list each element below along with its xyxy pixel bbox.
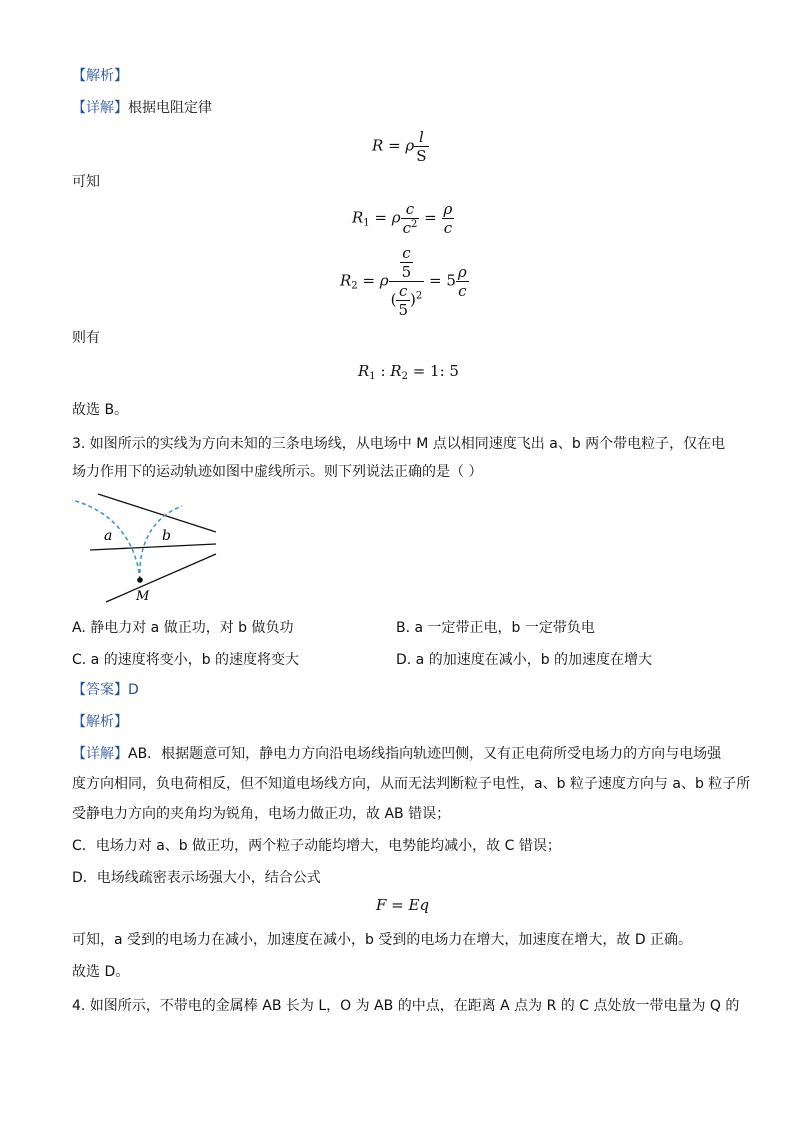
denominator — [401, 218, 420, 237]
detail-line-7: 可知，a 受到的电场力在减小，加速度在减小，b 受到的电场力在增大，加速度在增大，故 D 正确。 — [72, 932, 693, 948]
equals: = — [383, 136, 406, 155]
label-b: b — [162, 528, 171, 544]
option-a: A. 静电力对 a 做正功，对 b 做负功 — [72, 620, 294, 636]
detail-line-8: 故选 D。 — [72, 964, 130, 980]
paren-close: ) — [410, 290, 416, 309]
label-a: a — [104, 528, 113, 544]
inner-numerator: c — [399, 282, 408, 300]
inner-denominator: 5 — [398, 301, 409, 319]
numerator — [389, 244, 425, 281]
subscript: 2 — [401, 371, 408, 382]
detail-line-5: C．电场力对 a、b 做正功，两个粒子动能均增大，电势能均减小，故 C 错误； — [72, 838, 561, 854]
label-m: M — [136, 589, 150, 604]
option-b: B. a 一定带正电，b 一定带负电 — [396, 620, 595, 636]
fraction — [414, 128, 428, 165]
superscript: 2 — [411, 219, 418, 230]
numerator: c — [405, 200, 415, 218]
electric-field-figure — [70, 488, 230, 608]
detail-line-6: D．电场线疏密表示场强大小，结合公式 — [72, 870, 321, 886]
fraction — [401, 200, 420, 237]
subscript: 1 — [369, 371, 376, 382]
symbol-rho: ρ — [391, 208, 401, 227]
detail-text: AB．根据题意可知，静电力方向沿电场线指向轨迹凹侧，又有正电荷所受电场力的方向与电场强 — [128, 746, 722, 762]
section-header-analysis-2: 【解析】 — [72, 714, 128, 730]
symbol-r: R — [340, 271, 352, 290]
symbol-r: R — [372, 136, 384, 155]
numerator: ρ — [457, 263, 467, 281]
field-line-top — [98, 494, 216, 532]
denominator: c — [456, 281, 469, 300]
symbol-rho: ρ — [405, 136, 415, 155]
colon: : — [375, 362, 391, 380]
symbol-r: R — [358, 362, 370, 380]
formula-force: F = Eq — [376, 896, 430, 914]
numerator: ρ — [443, 200, 453, 218]
numerator: l — [418, 128, 424, 146]
denominator — [389, 281, 425, 319]
q3-line-1: 3. 如图所示的实线为方向未知的三条电场线，从电场中 M 点以相同速度飞出 a、b 两个带电粒子，仅在电 — [72, 436, 726, 452]
denominator-base: c — [402, 219, 412, 237]
symbol-r: R — [352, 208, 364, 227]
field-line-bottom — [106, 554, 216, 602]
inner-denominator: 5 — [401, 263, 412, 281]
detail-text: 根据电阻定律 — [128, 100, 212, 116]
denominator: c — [442, 218, 455, 237]
subscript: 1 — [363, 217, 370, 229]
text-zeyou: 则有 — [72, 330, 100, 346]
ratio-value: = 1: 5 — [407, 362, 459, 380]
formula-ratio — [358, 362, 459, 382]
inner-fraction — [400, 244, 414, 281]
symbol-r: R — [390, 362, 402, 380]
equals: = 5 — [424, 271, 456, 290]
formula-r1 — [352, 200, 454, 237]
section-header-analysis: 【解析】 — [72, 68, 128, 84]
fraction — [442, 200, 455, 237]
text-kezhi: 可知 — [72, 174, 100, 190]
formula-r2 — [340, 244, 469, 319]
detail-label: 【详解】 — [72, 100, 128, 116]
subscript: 2 — [351, 280, 358, 292]
symbol-rho: ρ — [379, 271, 389, 290]
inner-fraction — [396, 282, 410, 319]
fraction — [456, 263, 469, 300]
denominator: S — [416, 147, 427, 165]
paren-open: ( — [390, 290, 397, 309]
trajectory-b — [140, 506, 182, 580]
answer-line: 【答案】D — [72, 682, 139, 698]
equals: = — [419, 208, 442, 227]
field-line-middle — [90, 544, 216, 550]
inner-numerator: c — [402, 244, 411, 262]
detail-label: 【详解】 — [72, 746, 128, 762]
option-d: D. a 的加速度在减小，b 的加速度在增大 — [396, 652, 653, 668]
detail-line-3: 度方向相同，负电荷相反，但不知道电场线方向，从而无法判断粒子电性，a、b 粒子速度方向与 a、b 粒子所 — [72, 776, 751, 792]
q3-line-2: 场力作用下的运动轨迹如图中虚线所示。则下列说法正确的是（ ） — [72, 464, 483, 480]
superscript: 2 — [415, 290, 423, 302]
formula-resistance-law — [372, 128, 429, 165]
point-m — [137, 577, 143, 583]
text-answer-b: 故选 B。 — [72, 402, 129, 418]
detail-line-4: 受静电力方向的夹角均为锐角，电场力做正功，故 AB 错误； — [72, 806, 451, 822]
detail-line-2 — [72, 744, 721, 764]
compound-fraction — [389, 244, 425, 319]
q4-line-1: 4. 如图所示，不带电的金属棒 AB 长为 L，O 为 AB 的中点，在距离 A 点为 R 的 C 点处放一带电量为 Q 的 — [72, 998, 740, 1014]
option-c: C. a 的速度将变小，b 的速度将变大 — [72, 652, 300, 668]
equals: = — [369, 208, 392, 227]
detail-line — [72, 98, 212, 118]
equals: = — [357, 271, 380, 290]
